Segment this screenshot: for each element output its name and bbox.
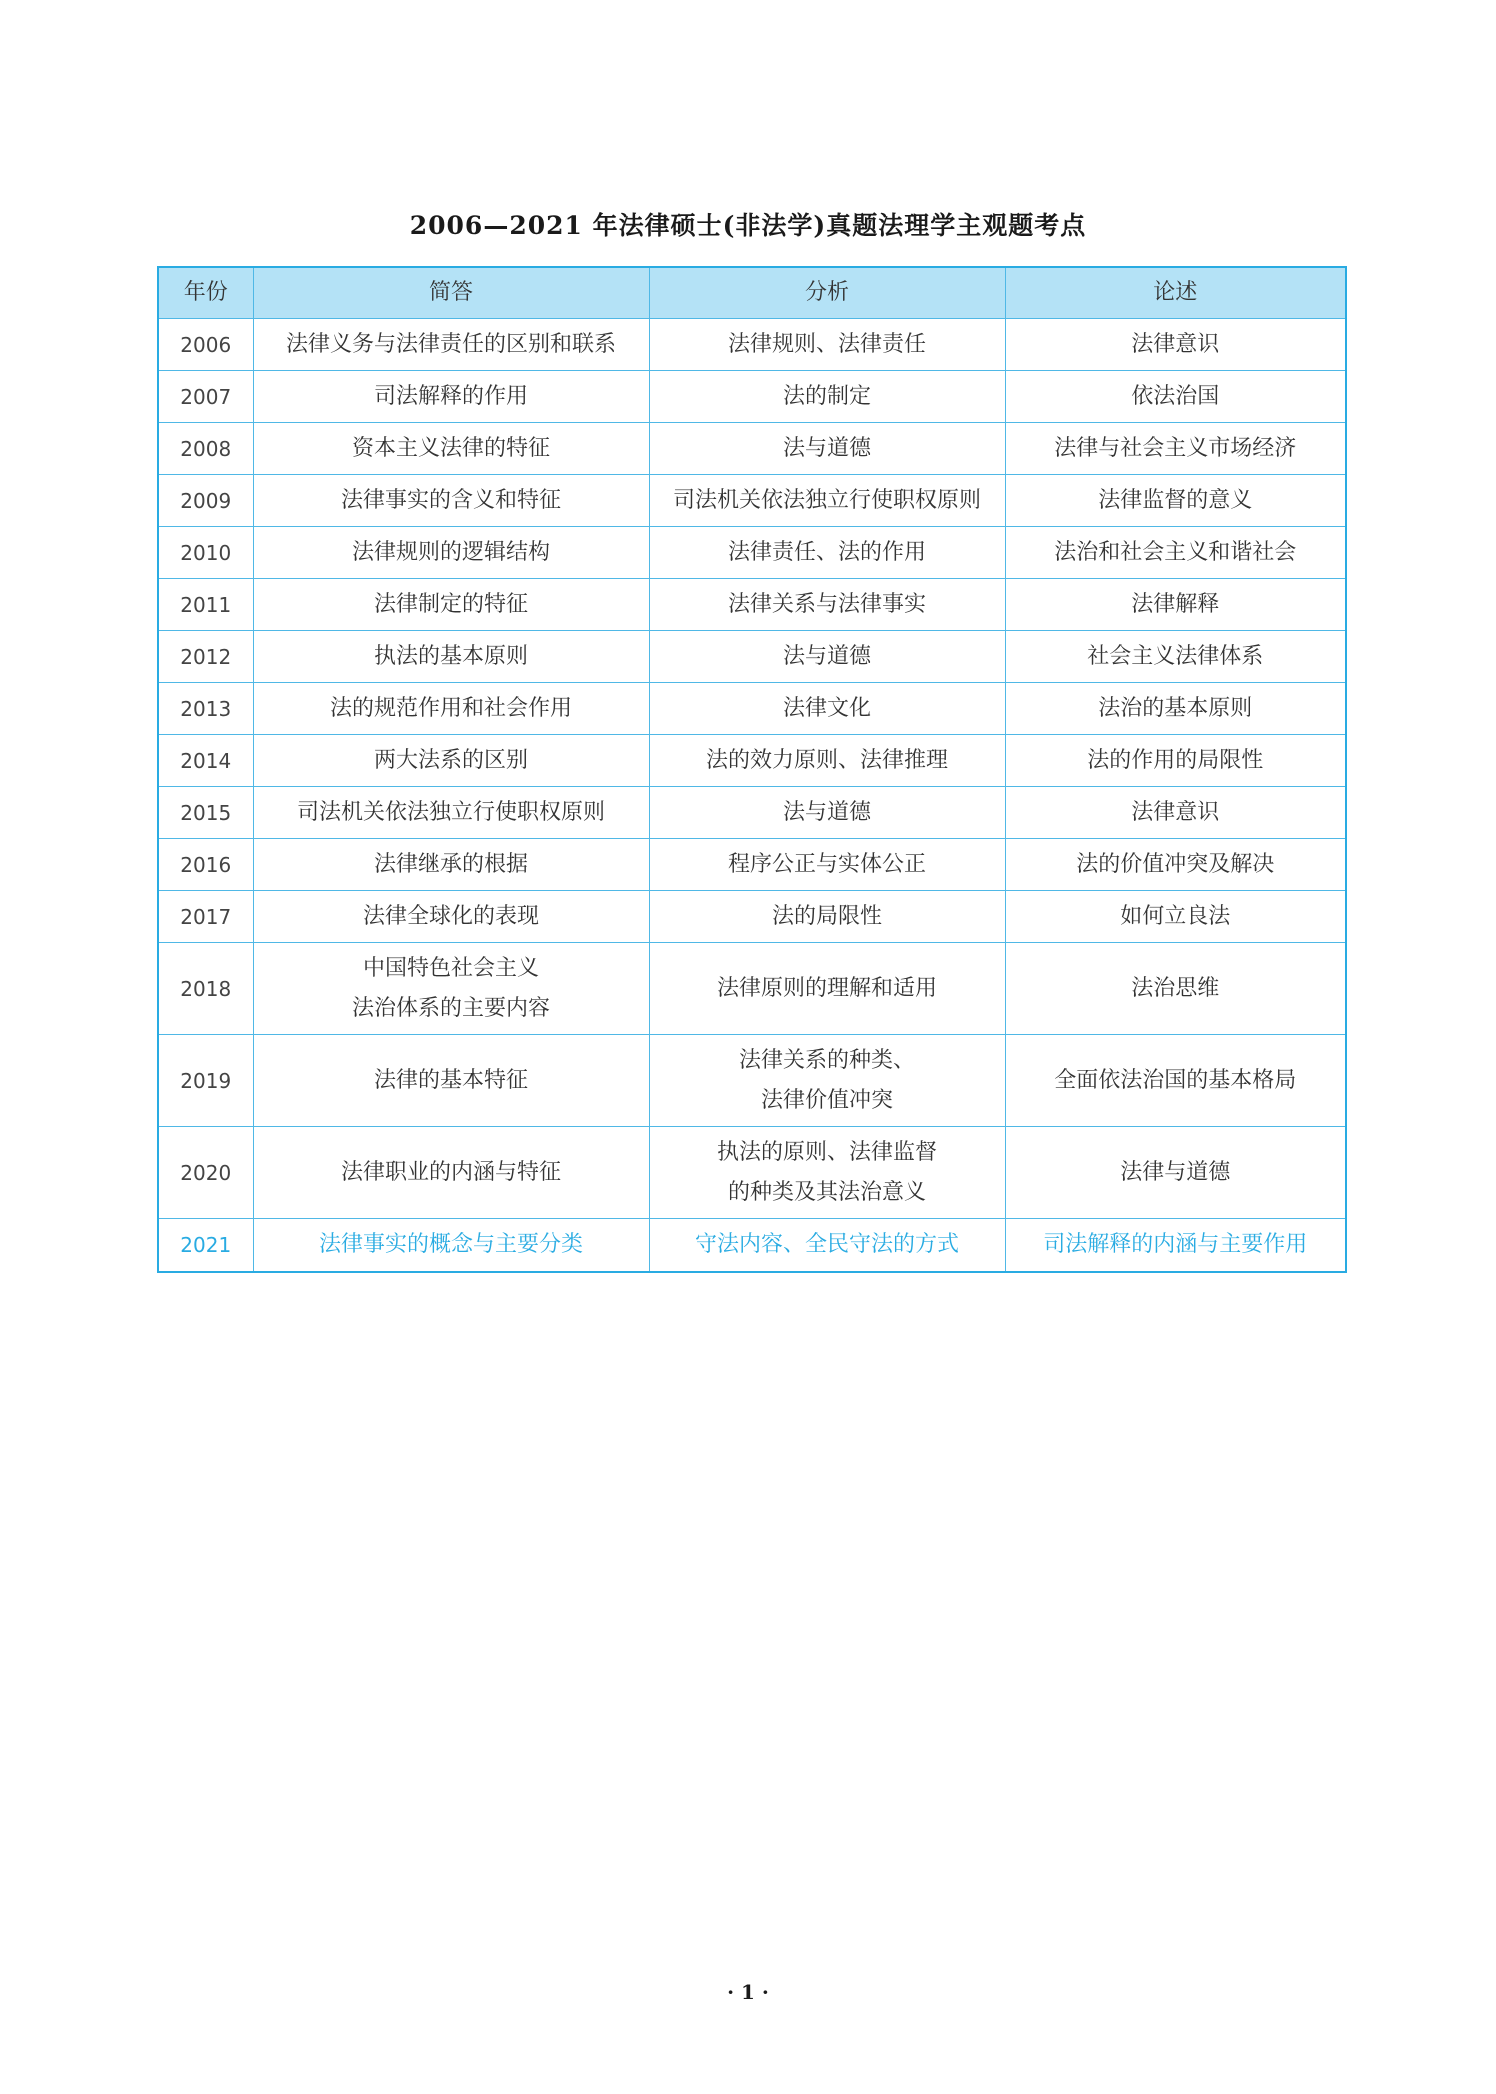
- cell-analysis: [649, 631, 1005, 683]
- cell-short-answer: [253, 943, 649, 1035]
- cell-short-answer: [253, 839, 649, 891]
- cell-analysis: [649, 371, 1005, 423]
- cell-year: 2008: [159, 423, 253, 475]
- cell-short-answer-line: 执法的基本原则: [373, 643, 528, 669]
- cell-essay-line: 法的作用的局限性: [1087, 747, 1264, 773]
- cell-short-answer: [253, 1035, 649, 1127]
- cell-essay-line: 全面依法治国的基本格局: [1054, 1067, 1297, 1093]
- cell-essay: [1005, 579, 1345, 631]
- cell-essay-line: 依法治国: [1131, 383, 1220, 409]
- cell-essay: [1005, 631, 1345, 683]
- cell-essay: [1005, 371, 1345, 423]
- cell-essay: [1005, 319, 1345, 371]
- table-row: [159, 683, 1345, 735]
- cell-essay: [1005, 943, 1345, 1035]
- cell-year: 2009: [159, 475, 253, 527]
- table-row: [159, 943, 1345, 1035]
- cell-analysis: [649, 891, 1005, 943]
- page-number: · 1 ·: [727, 1980, 769, 2004]
- cell-essay: [1005, 787, 1345, 839]
- cell-year: 2020: [159, 1127, 253, 1219]
- cell-short-answer: [253, 683, 649, 735]
- cell-short-answer-line: 两大法系的区别: [373, 747, 528, 773]
- cell-analysis: [649, 475, 1005, 527]
- cell-year: 2012: [159, 631, 253, 683]
- table-row: [159, 423, 1345, 475]
- cell-analysis: [649, 1219, 1005, 1271]
- page-title: 2006—2021 年法律硕士(非法学)真题法理学主观题考点: [409, 211, 1087, 240]
- cell-short-answer: [253, 371, 649, 423]
- cell-short-answer: [253, 787, 649, 839]
- table-row: [159, 787, 1345, 839]
- cell-analysis: [649, 787, 1005, 839]
- cell-analysis: [649, 683, 1005, 735]
- table-row: [159, 1127, 1345, 1219]
- cell-short-answer-line: 司法解释的作用: [373, 383, 528, 409]
- table-row: [159, 735, 1345, 787]
- cell-essay: [1005, 475, 1345, 527]
- cell-analysis-line: 法律价值冲突: [760, 1087, 893, 1113]
- table-row: [159, 475, 1345, 527]
- exam-topics-table: [157, 266, 1347, 1273]
- cell-analysis-line: 法律关系的种类、: [738, 1047, 915, 1073]
- cell-analysis: [649, 839, 1005, 891]
- cell-year: 2014: [159, 735, 253, 787]
- table-row: [159, 371, 1345, 423]
- cell-analysis: [649, 1127, 1005, 1219]
- cell-essay-line: 法治的基本原则: [1098, 695, 1253, 721]
- cell-short-answer-line: 法律继承的根据: [373, 851, 528, 877]
- cell-year: 2015: [159, 787, 253, 839]
- cell-year: 2013: [159, 683, 253, 735]
- cell-analysis-line: 法与道德: [782, 435, 871, 461]
- cell-essay: [1005, 735, 1345, 787]
- table-row: [159, 527, 1345, 579]
- cell-essay-line: 法律与道德: [1120, 1159, 1231, 1185]
- cell-essay-line: 如何立良法: [1120, 903, 1231, 929]
- cell-essay-line: 法律监督的意义: [1098, 487, 1253, 513]
- cell-essay: [1005, 839, 1345, 891]
- cell-short-answer-line: 法律规则的逻辑结构: [351, 539, 550, 565]
- cell-year: 2021: [159, 1219, 253, 1271]
- table-row: [159, 319, 1345, 371]
- cell-essay: [1005, 527, 1345, 579]
- cell-analysis: [649, 943, 1005, 1035]
- cell-short-answer: [253, 735, 649, 787]
- cell-analysis: [649, 735, 1005, 787]
- cell-year: 2018: [159, 943, 253, 1035]
- cell-short-answer: [253, 423, 649, 475]
- cell-short-answer-line: 法的规范作用和社会作用: [329, 695, 572, 721]
- cell-year: 2016: [159, 839, 253, 891]
- table-row: [159, 891, 1345, 943]
- cell-essay-line: 法律意识: [1131, 799, 1220, 825]
- cell-essay: [1005, 1035, 1345, 1127]
- table-row: [159, 1035, 1345, 1127]
- table-body: [159, 319, 1345, 1271]
- cell-analysis-line: 法与道德: [782, 643, 871, 669]
- cell-short-answer: [253, 891, 649, 943]
- cell-analysis: [649, 527, 1005, 579]
- cell-essay-line: 法的价值冲突及解决: [1076, 851, 1275, 877]
- cell-short-answer-line: 法律的基本特征: [373, 1067, 528, 1093]
- cell-short-answer: [253, 579, 649, 631]
- cell-essay-line: 法律解释: [1131, 591, 1220, 617]
- cell-year: 2006: [159, 319, 253, 371]
- cell-year: 2019: [159, 1035, 253, 1127]
- cell-analysis-line: 守法内容、全民守法的方式: [694, 1231, 959, 1257]
- table-row: [159, 579, 1345, 631]
- cell-analysis-line: 法律规则、法律责任: [727, 331, 926, 357]
- header-short-answer: 简答: [253, 268, 649, 319]
- cell-essay-line: 法治和社会主义和谐社会: [1054, 539, 1297, 565]
- cell-analysis-line: 法律关系与法律事实: [727, 591, 926, 617]
- cell-analysis-line: 法的效力原则、法律推理: [705, 747, 948, 773]
- cell-short-answer: [253, 631, 649, 683]
- cell-analysis: [649, 579, 1005, 631]
- cell-essay: [1005, 683, 1345, 735]
- cell-analysis: [649, 423, 1005, 475]
- cell-analysis-line: 程序公正与实体公正: [727, 851, 926, 877]
- cell-essay-line: 法律意识: [1131, 331, 1220, 357]
- table-header-row: [159, 268, 1345, 319]
- topics-table: [159, 268, 1345, 1271]
- cell-essay-line: 社会主义法律体系: [1087, 643, 1264, 669]
- cell-analysis-line: 法的局限性: [771, 903, 882, 929]
- cell-analysis-line: 法律文化: [782, 695, 871, 721]
- cell-year: 2007: [159, 371, 253, 423]
- table-row: [159, 631, 1345, 683]
- cell-short-answer-line: 法律制定的特征: [373, 591, 528, 617]
- cell-short-answer-line: 法律全球化的表现: [362, 903, 539, 929]
- header-essay: 论述: [1005, 268, 1345, 319]
- cell-short-answer-line: 资本主义法律的特征: [351, 435, 550, 461]
- cell-short-answer-line: 法律义务与法律责任的区别和联系: [285, 331, 616, 357]
- cell-analysis-line: 司法机关依法独立行使职权原则: [672, 487, 981, 513]
- cell-analysis-line: 法律责任、法的作用: [727, 539, 926, 565]
- cell-essay: [1005, 891, 1345, 943]
- cell-short-answer: [253, 1127, 649, 1219]
- cell-year: 2010: [159, 527, 253, 579]
- cell-essay: [1005, 1219, 1345, 1271]
- cell-short-answer-line: 法律职业的内涵与特征: [340, 1159, 561, 1185]
- cell-essay: [1005, 423, 1345, 475]
- header-year: 年份: [159, 268, 253, 319]
- table-row: [159, 839, 1345, 891]
- table-row: [159, 1219, 1345, 1271]
- cell-analysis-line: 的种类及其法治意义: [727, 1179, 926, 1205]
- cell-short-answer: [253, 475, 649, 527]
- cell-short-answer-line: 司法机关依法独立行使职权原则: [296, 799, 605, 825]
- cell-short-answer-line: 法律事实的概念与主要分类: [318, 1231, 583, 1257]
- cell-short-answer: [253, 527, 649, 579]
- cell-analysis-line: 法律原则的理解和适用: [716, 975, 937, 1001]
- cell-analysis: [649, 319, 1005, 371]
- header-analysis: 分析: [649, 268, 1005, 319]
- cell-short-answer-line: 中国特色社会主义: [362, 955, 539, 981]
- cell-short-answer: [253, 1219, 649, 1271]
- cell-essay: [1005, 1127, 1345, 1219]
- cell-year: 2017: [159, 891, 253, 943]
- cell-essay-line: 司法解释的内涵与主要作用: [1043, 1231, 1308, 1257]
- cell-short-answer-line: 法治体系的主要内容: [351, 995, 550, 1021]
- cell-essay-line: 法律与社会主义市场经济: [1054, 435, 1297, 461]
- cell-analysis-line: 执法的原则、法律监督: [716, 1139, 937, 1165]
- cell-short-answer: [253, 319, 649, 371]
- cell-short-answer-line: 法律事实的含义和特征: [340, 487, 561, 513]
- cell-analysis-line: 法与道德: [782, 799, 871, 825]
- cell-year: 2011: [159, 579, 253, 631]
- cell-analysis: [649, 1035, 1005, 1127]
- cell-essay-line: 法治思维: [1131, 975, 1220, 1001]
- cell-analysis-line: 法的制定: [782, 383, 871, 409]
